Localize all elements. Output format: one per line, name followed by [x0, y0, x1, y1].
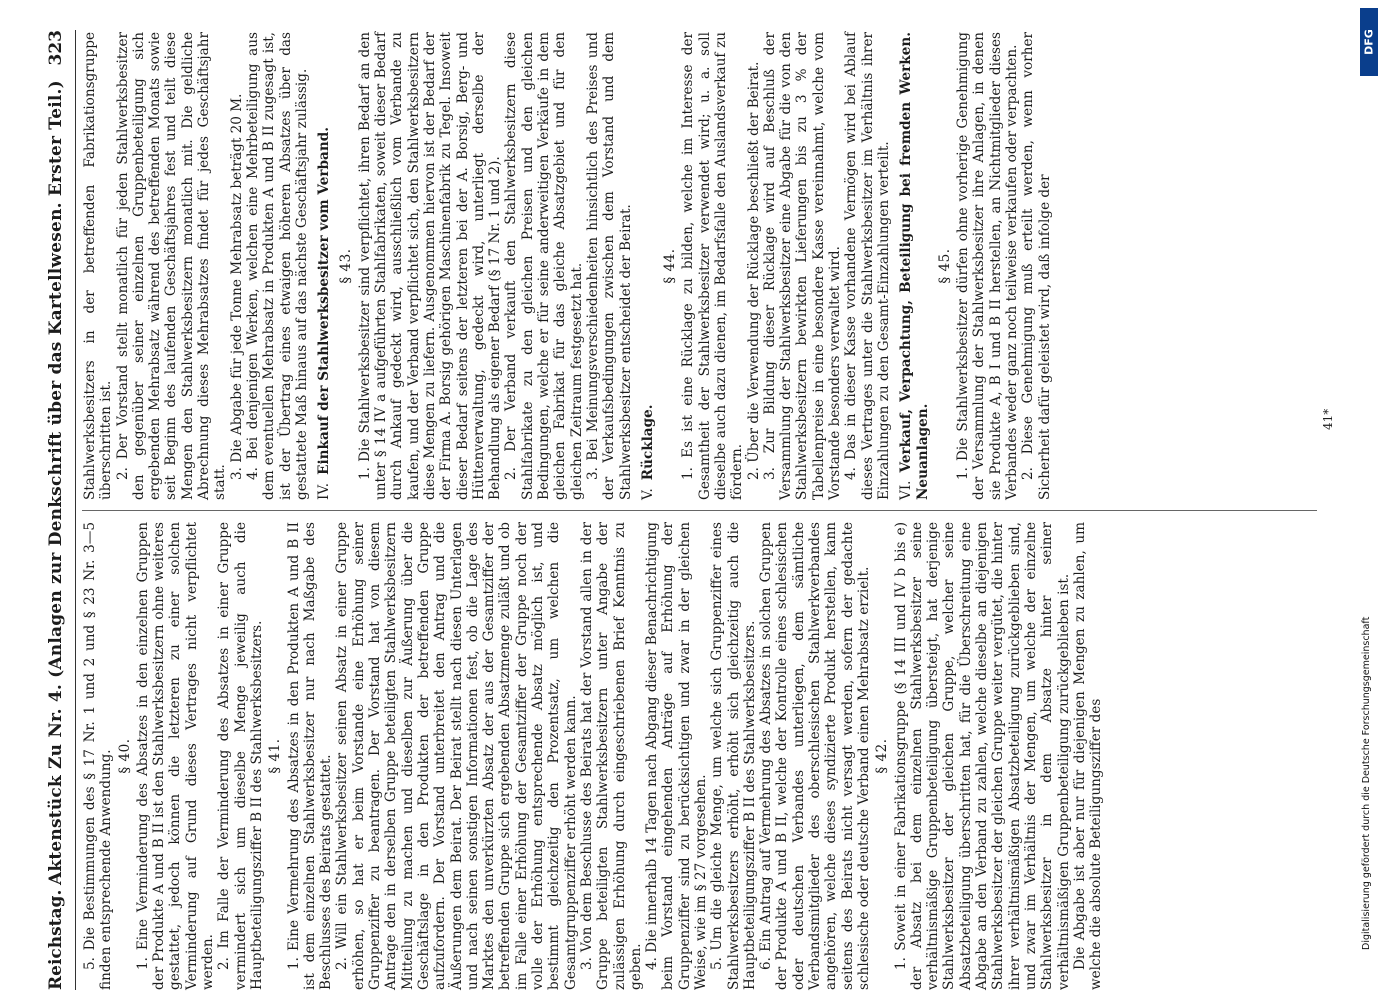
chapter-title: Rücklage.: [639, 404, 656, 481]
paragraph: 1. Eine Verminderung des Absatzes in den einzelnen Gruppen der Produkte A und B II ist den Stahlwerksbesitzern ohne weiteres gestattet, jedoch können die letzteren zu einer solchen Verminderung auf Grund dieses Vertrages nicht verpflichtet werden.: [134, 522, 217, 990]
chapter-title: Verkauf, Verpachtung, Beteiligung bei fremden Werken. Neuanlagen.: [898, 32, 931, 500]
rotated-document-page: [48, 30, 1348, 990]
running-header: [48, 30, 72, 990]
chapter-number: V.: [639, 488, 656, 500]
paragraph: 1. Die Stahlwerksbesitzer sind verpflichtet, ihren Bedarf an den unter § 14 IV a aufgeführten Stahlfabrikaten, soweit dieser Bedarf durch Ankauf gedeckt wird, ausschließlich vom Verbande zu kaufen, und der Verband verpflichtet sich, den Stahlwerksbesitzern diese Mengen zu liefern. Ausgenommen hiervon ist der Bedarf der der Firma A. Borsig gehörigen Maschinenfabrik zu Tegel. Insoweit dieser Bedarf seitens der letzteren bei der A. Borsig, Berg- und Hüttenverwaltung, gedeckt wird, unterliegt derselbe der Behandlung als eigener Bedarf (§ 17 Nr. 1 und 2).: [356, 32, 504, 500]
paragraph: 5. Um die gleiche Menge, um welche sich Gruppenziffer eines Stahlwerksbesitzers erhöht, erhöht sich gleichzeitig auch die Hauptbeteiligungsziffer B II des Stahlwerksbesitzers.: [709, 522, 758, 990]
column-separator: [82, 510, 1317, 511]
chapter-number: VI.: [898, 480, 915, 500]
paragraph: 2. Über die Verwendung der Rücklage beschließt der Beirat.: [745, 61, 762, 480]
paragraph: 4. Die innerhalb 14 Tagen nach Abgang dieser Benachrichtigung beim Vorstand eingehenden Anträge auf Erhöhung der Gruppenziffer sind zu berücksichtigen und zwar in der gleichen Weise, wie im § 27 vorgesehen.: [644, 522, 709, 990]
paragraph: 2. Im Falle der Verminderung des Absatzes in einer Gruppe vermindert sich um dieselbe Menge jeweilig auch die Hauptbeteiligungsziffer B II des Stahlwerksbesitzers.: [216, 522, 265, 990]
digitization-credit: Digitalisierung gefördert durch die Deutsche Forschungsgemeinschaft: [1361, 616, 1372, 950]
paragraph: 3. Zur Bildung dieser Rücklage wird auf Beschluß der Versammlung der Stahlwerksbesitzer eine Abgabe für die von den Stahlwerksbesitzern bewirkten Lieferungen bis zu 3 % der Tabellenpreise in eine besondere Kasse vereinnahmt, welche vom Vorstande besonders verwaltet wird.: [761, 32, 844, 500]
paragraph: 2. Diese Genehmigung muß erteilt werden, wenn vorher Sicherheit dafür geleistet wird, daß infolge der: [1020, 32, 1053, 500]
paragraph: 2. Will ein Stahlwerksbesitzer seinen Absatz in einer Gruppe erhöhen, so hat er beim Vorstande eine Erhöhung seiner Gruppenziffer zu beantragen. Der Vorstand hat von diesem Antrage den in derselben Gruppe beteiligten Stahlwerksbesitzern Mitteilung zu machen und dieselben zur Äußerung über die Geschäftslage in den Produkten der betreffenden Gruppe aufzufordern. Der Vorstand unterbreitet den Antrag und die Äußerungen dem Beirat. Der Beirat stellt nach diesen Unterlagen und nach seinen sonstigen Informationen fest, ob die Lage des Marktes den unverkürzten Absatz der aus der Gesamtziffer der betreffenden Gruppe sich ergebenden Absatzmenge zuläßt und ob im Falle einer Erhöhung der Gesamtziffer der Gruppe noch der volle der Erhöhung entsprechende Absatz möglich ist, und bestimmt gleichzeitig den Prozentsatz, um welchen die Gesamtgruppenziffer erhöht werden kann.: [334, 522, 579, 990]
chapter-heading: [640, 32, 656, 500]
paragraph: 2. Der Verband verkauft den Stahlwerksbesitzern diese Stahlfabrikate zu den gleichen Preisen und den gleichen Bedingungen, welche er für seine anderweitigen Verkäufe in dem gleichen Fabrikat für das gleiche Absatzgebiet und für den gleichen Zeitraum festgesetzt hat.: [503, 32, 585, 500]
paragraph: 6. Ein Antrag auf Vermehrung des Absatzes in solchen Gruppen der Produkte A und B II, welche der Kontrolle eines schlesischen oder deutschen Verbandes unterliegen, dem sämtliche Verbandsmitglieder des oberschlesischen Stahlwerkverbandes angehören, welche dieses syndizierte Produkt herstellen, kann seitens des Beirats nicht versagt werden, sofern der gedachte schlesische oder deutsche Verband einen Mehrabsatz erzielt.: [758, 522, 872, 990]
paragraph: 3. Von dem Beschlusse des Beirats hat der Vorstand allen in der Gruppe beteiligten Stahlwerksbesitzern unter Angabe der zulässigen Erhöhung durch eingeschriebenen Brief Kenntnis zu geben.: [578, 522, 644, 990]
chapter-title: Einkauf der Stahlwerksbesitzer vom Verband.: [316, 127, 333, 475]
paragraph: 4. Bei denjenigen Werken, welchen eine Mehrbeteiligung aus dem eventuellen Mehrabsatz in Produkten A und B II zugesagt ist, ist der Übertrag eines etwaigen höheren Absatzes über das gestattete Maß hinaus auf das nächste Geschäftsjahr zulässig.: [244, 32, 310, 500]
dfg-logo-text: DFG: [1362, 29, 1376, 55]
header-left: Reichstag.: [46, 889, 66, 990]
paragraph: 5. Die Bestimmungen des § 17 Nr. 1 und 2 und § 23 Nr. 3—5 finden entsprechende Anwendung.: [82, 522, 115, 990]
section-heading: § 42.: [874, 738, 891, 774]
paragraph: Die Abgabe ist aber nur für diejenigen Mengen zu zahlen, um welche die absolute Beteiligungsziffer des: [1071, 522, 1105, 990]
paragraph: Stahlwerksbesitzers in der betreffenden Fabrikationsgruppe überschritten ist.: [82, 32, 115, 500]
left-text-column: [82, 522, 1104, 990]
dfg-logo: [1360, 8, 1378, 76]
section-heading: § 40.: [116, 738, 133, 774]
paragraph: 1. Soweit in einer Fabrikationsgruppe (§ 14 III und IV b bis e) der Absatz bei dem einzelnen Stahlwerksbesitzer seine verhältnismäßige Gruppenbeteiligung übersteigt, hat derjenige Stahlwerksbesitzer der gleichen Gruppe, welcher seine Absatzbeteiligung überschritten hat, für die Überschreitung eine Abgabe an den Verband zu zahlen, welche dieselbe an diejenigen Stahlwerksbesitzer der gleichen Gruppe weiter vergütet, die hinter ihrer verhältnismäßigen Absatzbeteiligung zurückgeblieben sind, und zwar im Verhältnis der Mengen, um welche der einzelne Stahlwerksbesitzer in dem Absatze hinter seiner verhältnismäßigen Gruppenbeteiligung zurückgeblieben ist.: [892, 522, 1072, 990]
chapter-heading: [316, 32, 332, 500]
section-heading: § 45.: [936, 248, 953, 284]
section-heading: § 43.: [338, 248, 355, 284]
section-heading: § 41.: [267, 738, 284, 774]
header-title: Aktenstück Zu Nr. 4. (Anlagen zur Denkschrift über das Kartellwesen. Erster Teil.): [46, 80, 66, 885]
paragraph: 1. Eine Vermehrung des Absatzes in den Produkten A und B II ist dem einzelnen Stahlwerksbesitzer nur nach Maßgabe des Beschlusses des Beirats gestattet.: [285, 522, 335, 990]
chapter-heading: [898, 32, 931, 500]
header-rule: [75, 30, 76, 990]
chapter-number: IV.: [316, 482, 333, 500]
paragraph: 4. Das in dieser Kasse vorhandene Vermögen wird bei Ablauf dieses Vertrages unter die Stahlwerksbesitzer im Verhältnis ihrer Einzahlungen zu den Gesamt-Einzahlungen verteilt.: [843, 32, 892, 500]
paragraph: 1. Die Stahlwerksbesitzer dürfen ohne vorherige Genehmigung der Versammlung der Stahlwerksbesitzer ihre Anlagen, in denen sie Produkte A, B I und B II herstellen, an Nichtmitglieder dieses Verbandes weder ganz noch teilweise verkaufen oder verpachten.: [955, 32, 1021, 500]
paragraph: 3. Bei Meinungsverschiedenheiten hinsichtlich des Preises und der Verkaufsbedingungen zwischen dem Vorstand und dem Stahlwerksbesitzer entscheidet der Beirat.: [584, 32, 634, 500]
right-text-column: [82, 32, 1053, 500]
paragraph: 1. Es ist eine Rücklage zu bilden, welche im Interesse der Gesamtheit der Stahlwerksbesitzer verwendet wird; u. a. soll dieselbe auch dazu dienen, im Bedarfsfalle den Auslandsverkauf zu fördern.: [680, 32, 746, 500]
section-heading: § 44.: [662, 248, 679, 284]
paragraph: 2. Der Vorstand stellt monatlich für jeden Stahlwerksbesitzer den gegenüber seiner einzelnen Gruppenbeteiligung sich ergebenden Mehrabsatz während des betreffenden Monats sowie seit Beginn des laufenden Geschäftsjahres fest und teilt diese Mengen den Stahlwerksbesitzern monatlich mit. Die geldliche Abrechnung dieses Mehrabsatzes findet für jedes Geschäftsjahr statt.: [114, 32, 229, 500]
paragraph: 3. Die Abgabe für jede Tonne Mehrabsatz beträgt 20 M.: [228, 93, 245, 480]
signature-mark: 41*: [1321, 408, 1335, 430]
page-number: 323: [46, 30, 66, 66]
